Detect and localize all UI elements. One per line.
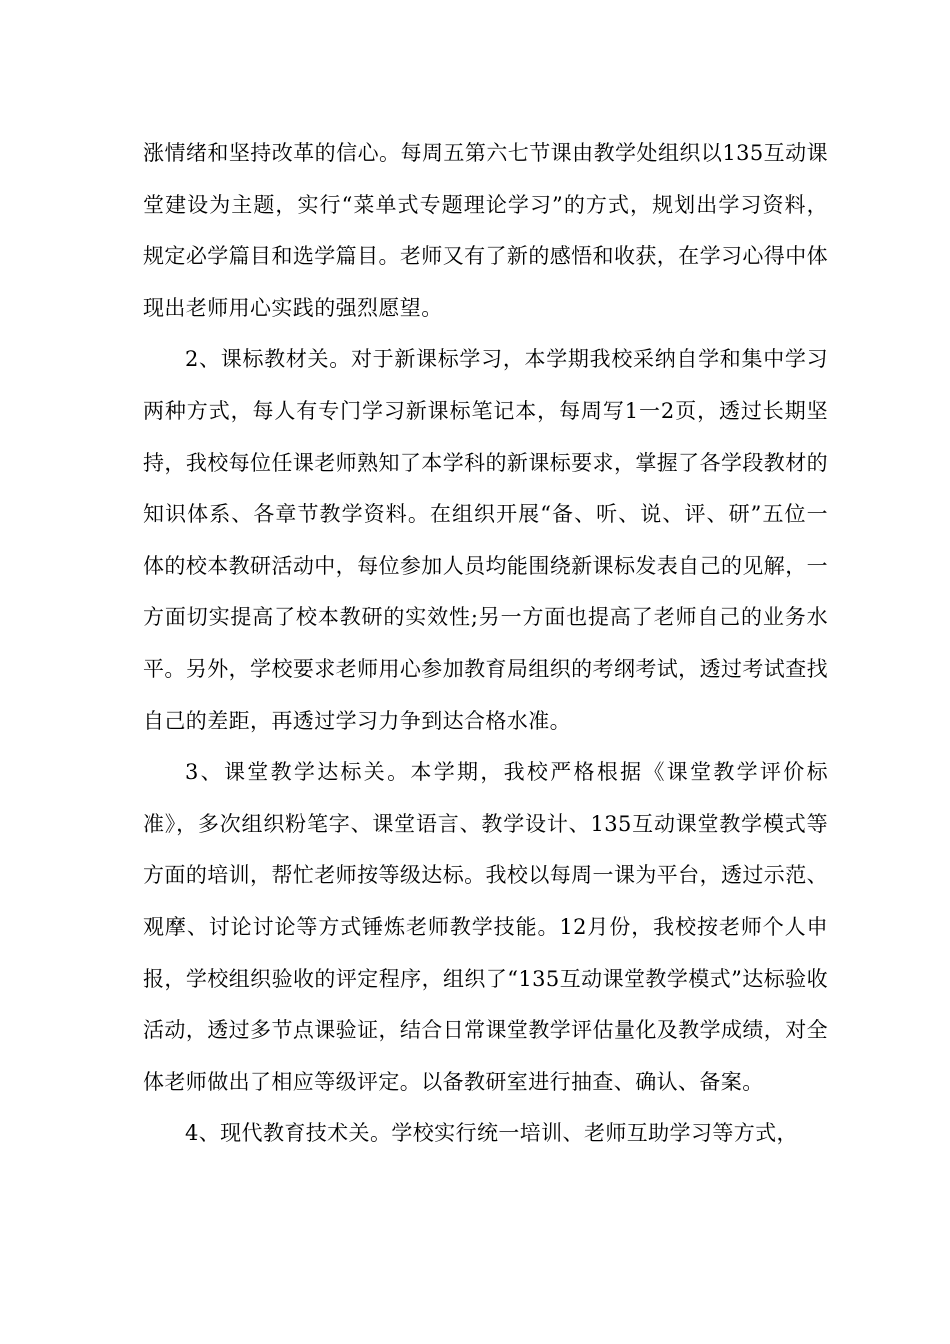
paragraph-continuation: 涨情绪和坚持改革的信心。每周五第六七节课由教学处组织以135互动课堂建设为主题，实行“菜单式专题理论学习”的方式，规划出学习资料，规定必学篇目和选学篇目。老师又有了新的感悟和收获，在学习心得中体现出老师用心实践的强烈愿望。 xyxy=(143,141,828,320)
body-text xyxy=(143,128,828,1160)
paragraph-classroom-teaching: 3、课堂教学达标关。本学期，我校严格根据《课堂教学评价标准》，多次组织粉笔字、课堂语言、教学设计、135互动课堂教学模式等方面的培训，帮忙老师按等级达标。我校以每周一课为平台，透过示范、观摩、讨论讨论等方式锤炼老师教学技能。12月份，我校按老师个人申报，学校组织验收的评定程序，组织了“135互动课堂教学模式”达标验收活动，透过多节点课验证，结合日常课堂教学评估量化及教学成绩，对全体老师做出了相应等级评定。以备教研室进行抽查、确认、备案。 xyxy=(143,760,828,1094)
paragraph-curriculum-textbook: 2、课标教材关。对于新课标学习，本学期我校采纳自学和集中学习两种方式，每人有专门学习新课标笔记本，每周写1一2页，透过长期坚持，我校每位任课老师熟知了本学科的新课标要求，掌握了各学段教材的知识体系、各章节教学资料。在组织开展“备、听、说、评、研”五位一体的校本教研活动中，每位参加人员均能围绕新课标发表自己的见解，一方面切实提高了校本教研的实效性;另一方面也提高了老师自己的业务水平。另外，学校要求老师用心参加教育局组织的考纲考试，透过考试查找自己的差距，再透过学习力争到达合格水准。 xyxy=(143,347,828,733)
paragraph-education-technology: 4、现代教育技术关。学校实行统一培训、老师互助学习等方式， xyxy=(185,1121,798,1146)
